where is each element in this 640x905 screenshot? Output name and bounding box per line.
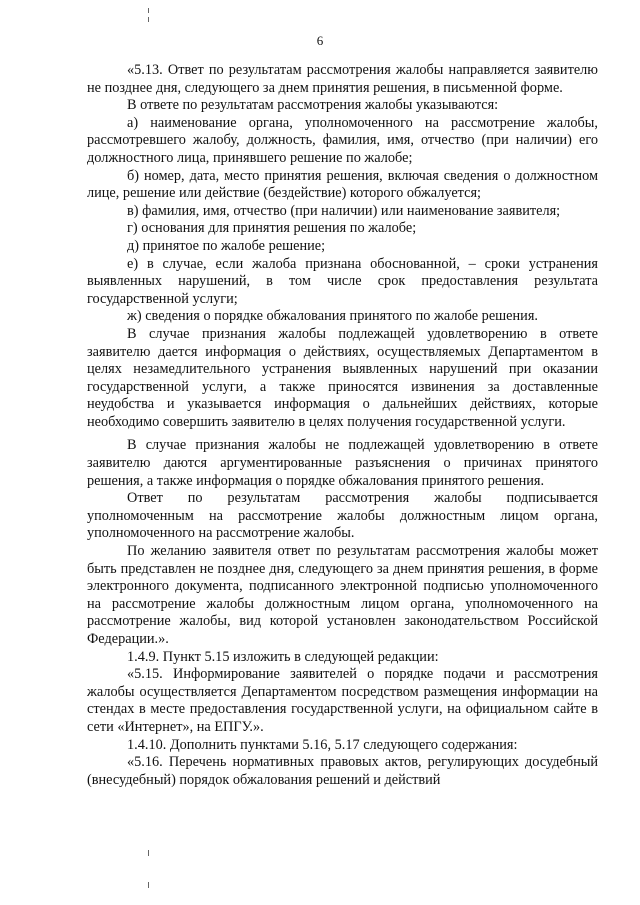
paragraph: В случае признания жалобы подлежащей удовлетворению в ответе заявителю дается информация о действиях, осуществляемых Департаментом в целях незамедлительного устранения выявленных нарушений при оказании государственной услуги, а также приносятся извинения за доставленные неудобства и указывается информация о дальнейших действиях, которые необходимо совершить заявителю в целях получения государственной услуги. — [87, 325, 598, 430]
scan-mark — [148, 882, 149, 888]
paragraph: «5.13. Ответ по результатам рассмотрения жалобы направляется заявителю не позднее дня, следующего за днем принятия решения, в письменной форме. — [87, 62, 598, 96]
paragraph: По желанию заявителя ответ по результатам рассмотрения жалобы может быть представлен не позднее дня, следующего за днем принятия решения, в форме электронного документа, подписанного электронной подписью уполномоченного на рассмотрение жалобы должностным лицом органа, уполномоченного на рассмотрение жалобы, вид которой установлен законодательством Российской Федерации.». — [87, 543, 598, 647]
paragraph: г) основания для принятия решения по жалобе; — [127, 220, 417, 237]
paragraph: Ответ по результатам рассмотрения жалобы подписывается уполномоченным на рассмотрение жалобы должностным лицом органа, уполномоченного на рассмотрение жалобы. — [87, 490, 598, 542]
paragraph: б) номер, дата, место принятия решения, включая сведения о должностном лице, решение или действие (бездействие) которого обжалуется; — [87, 167, 598, 202]
paragraph: В ответе по результатам рассмотрения жалобы указываются: — [127, 97, 499, 114]
paragraph: «5.15. Информирование заявителей о порядке подачи и рассмотрения жалобы осуществляется Департаментом посредством размещения информации на стендах в месте предоставления государственной услуги, на официальном сайте в сети «Интернет», на ЕПГУ.». — [87, 666, 598, 735]
paragraph: д) принятое по жалобе решение; — [127, 237, 326, 254]
paragraph: ж) сведения о порядке обжалования принятого по жалобе решения. — [127, 308, 538, 325]
paragraph: е) в случае, если жалоба признана обоснованной, – сроки устранения выявленных нарушений, в том числе срок предоставления результата государственной услуги; — [87, 255, 598, 307]
paragraph: в) фамилия, имя, отчество (при наличии) или наименование заявителя; — [127, 202, 561, 219]
scan-mark — [148, 8, 149, 13]
scan-mark — [148, 17, 149, 22]
document-body — [87, 62, 598, 789]
paragraph: В случае признания жалобы не подлежащей удовлетворению в ответе заявителю даются аргументированные разъяснения о причинах принятого решения, а также информация о порядке обжалования принятого решения. — [87, 437, 598, 489]
paragraph: «5.16. Перечень нормативных правовых актов, регулирующих досудебный (внесудебный) порядок обжалования решений и действий — [87, 754, 598, 788]
paragraph: 1.4.9. Пункт 5.15 изложить в следующей редакции: — [127, 648, 439, 665]
page-number: 6 — [316, 33, 324, 48]
scan-mark — [148, 850, 149, 856]
paragraph: а) наименование органа, уполномоченного на рассмотрение жалобы, рассмотревшего жалобу, должность, фамилия, имя, отчество (при наличии) его должностного лица, принявшего решение по жалобе; — [87, 114, 598, 166]
paragraph: 1.4.10. Дополнить пунктами 5.16, 5.17 следующего содержания: — [127, 736, 518, 753]
